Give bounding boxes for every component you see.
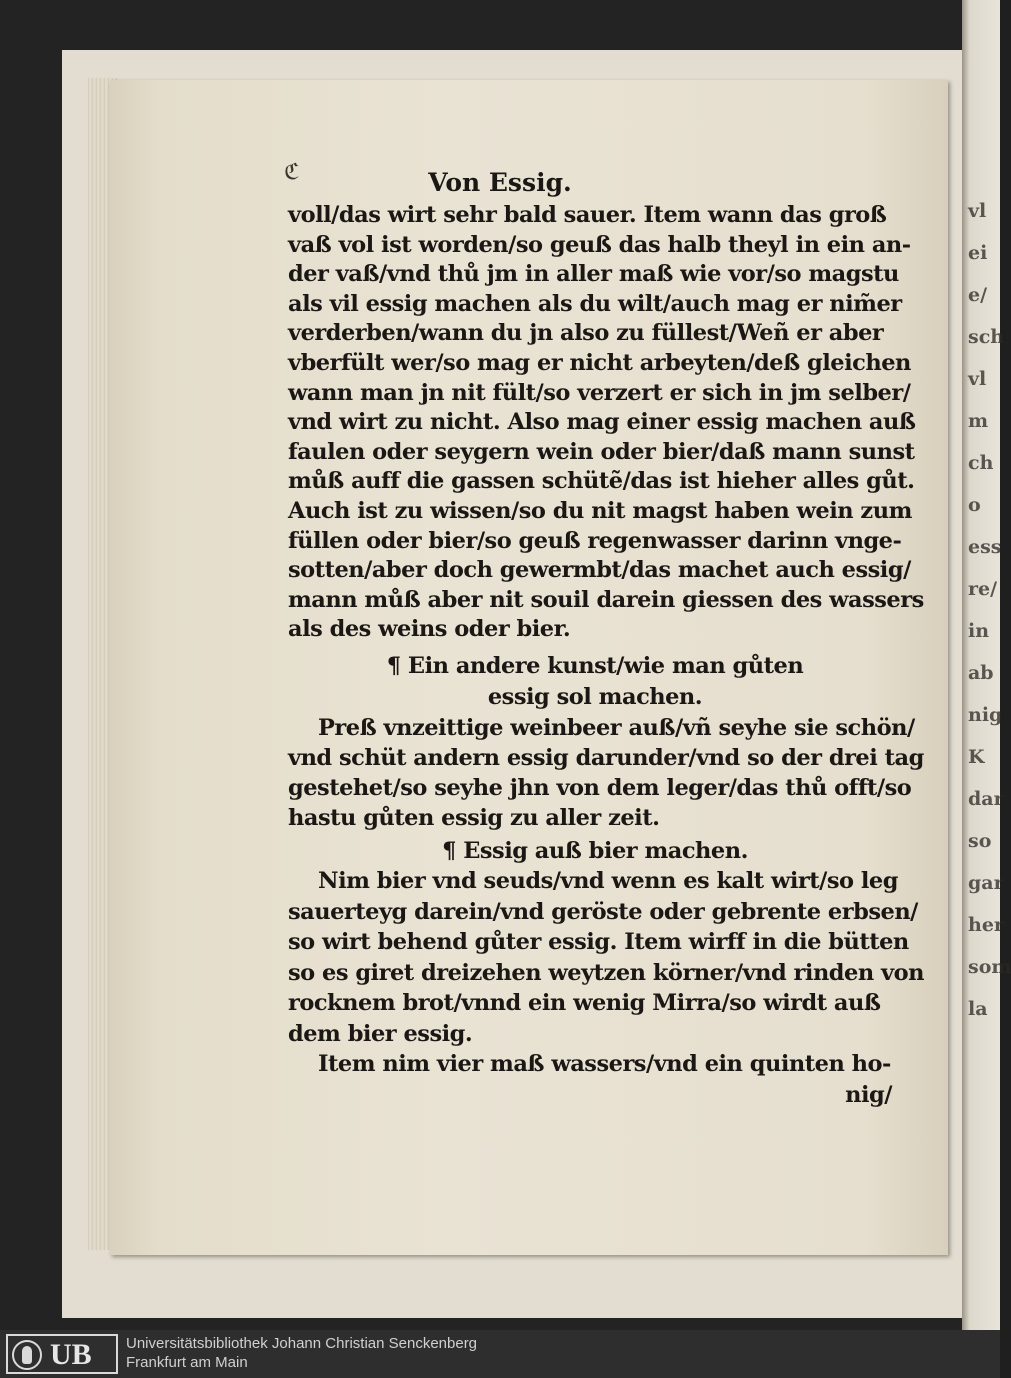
text-line: vberfült wer/so mag er nicht arbeyten/deß gleichen (288, 350, 911, 376)
text-line: Item nim vier maß wassers/vnd ein quinten ho- (318, 1051, 891, 1077)
section-title: ¶ Ein andere kunst/wie man gůten (386, 653, 804, 679)
next-page-fragment: vl (968, 368, 987, 390)
text-line: sauerteyg darein/vnd geröste oder gebrente erbsen/ (288, 898, 918, 925)
section-title-continuation: essig sol machen. (487, 684, 703, 710)
next-page-fragment: gar (968, 872, 1004, 894)
institution-city: Frankfurt am Main (126, 1354, 248, 1371)
text-line: faulen oder seygern wein oder bier/daß mann sunst (288, 438, 915, 465)
library-logo[interactable] (6, 1334, 118, 1374)
next-page-fragment: ess (968, 536, 1002, 558)
next-page-fragment: ab (968, 662, 994, 684)
footer-bar (0, 1330, 1000, 1378)
next-page-fragment: vl (968, 200, 987, 222)
text-line: nig/ (845, 1081, 892, 1108)
next-page-fragment: in (968, 620, 990, 642)
text-line: vaß vol ist worden/so geuß das halb theyl in ein an- (288, 231, 911, 258)
text-line: so es giret dreizehen weytzen körner/vnd rinden von (288, 959, 924, 986)
text-line: hastu gůten essig zu aller zeit. (288, 805, 660, 831)
next-page-fragment: o (968, 494, 981, 516)
logo-text: UB (50, 1338, 92, 1371)
text-line: dem bier essig. (288, 1020, 473, 1047)
ornament-icon: ℭ (284, 160, 300, 185)
text-line: als des weins oder bier. (288, 616, 571, 643)
text-line: der vaß/vnd thů jm in aller maß wie vor/so magstu (288, 261, 899, 288)
page-heading: Von Essig. (428, 168, 572, 197)
next-page-fragment: re/ (968, 578, 998, 600)
text-line: mann můß aber nit souil darein giessen des wassers (288, 586, 924, 613)
text-line: verderben/wann du jn also zu füllest/Weñ er aber (288, 320, 884, 347)
text-line: so wirt behend gůter essig. Item wirff in die bütten (288, 929, 909, 955)
text-line: rocknem brot/vnnd ein wenig Mirra/so wirdt auß (288, 990, 881, 1016)
next-page-fragment: dar (968, 788, 1004, 810)
text-line: sotten/aber doch gewermbt/das machet auch essig/ (288, 557, 911, 584)
next-page-fragment: her (968, 914, 1004, 936)
text-line: gestehet/so seyhe jhn von dem leger/das thů offt/so (288, 775, 912, 801)
text-line: Auch ist zu wissen/so du nit magst haben wein zum (288, 498, 912, 524)
text-line: můß auff die gassen schütẽ/das ist hieher alles gůt. (288, 468, 915, 495)
adjacent-page (962, 0, 1011, 1330)
next-page-fragment: ch (968, 452, 994, 474)
text-line: als vil essig machen als du wilt/auch mag er nim̃er (288, 290, 902, 317)
text-line: vnd schüt andern essig darunder/vnd so der drei tag (288, 745, 924, 771)
next-page-fragment: ei (968, 242, 988, 264)
text-line: wann man jn nit fült/so verzert er sich in jm selber/ (288, 379, 911, 406)
text-line: füllen oder bier/so geuß regenwasser darinn vnge- (288, 527, 902, 554)
text-line: vnd wirt zu nicht. Also mag einer essig machen auß (288, 409, 916, 436)
next-page-fragment: som (968, 956, 1011, 978)
next-page-fragment: nig (968, 704, 1003, 726)
next-page-fragment: e/ (968, 284, 988, 306)
section-title: ¶ Essig auß bier machen. (442, 838, 748, 864)
next-page-fragment: sch (968, 326, 1005, 348)
text-line: Preß vnzeittige weinbeer auß/vñ seyhe sie schön/ (318, 715, 915, 741)
next-page-fragment: K (968, 746, 985, 768)
next-page-fragment: m (968, 410, 989, 432)
institution-name: Universitätsbibliothek Johann Christian Senckenberg (126, 1335, 478, 1352)
portrait-seal-icon (12, 1340, 42, 1370)
next-page-fragment: la (968, 998, 988, 1020)
text-line: voll/das wirt sehr bald sauer. Item wann das groß (288, 202, 887, 228)
text-line: Nim bier vnd seuds/vnd wenn es kalt wirt/so leg (318, 868, 898, 894)
next-page-fragment: so (968, 830, 992, 852)
